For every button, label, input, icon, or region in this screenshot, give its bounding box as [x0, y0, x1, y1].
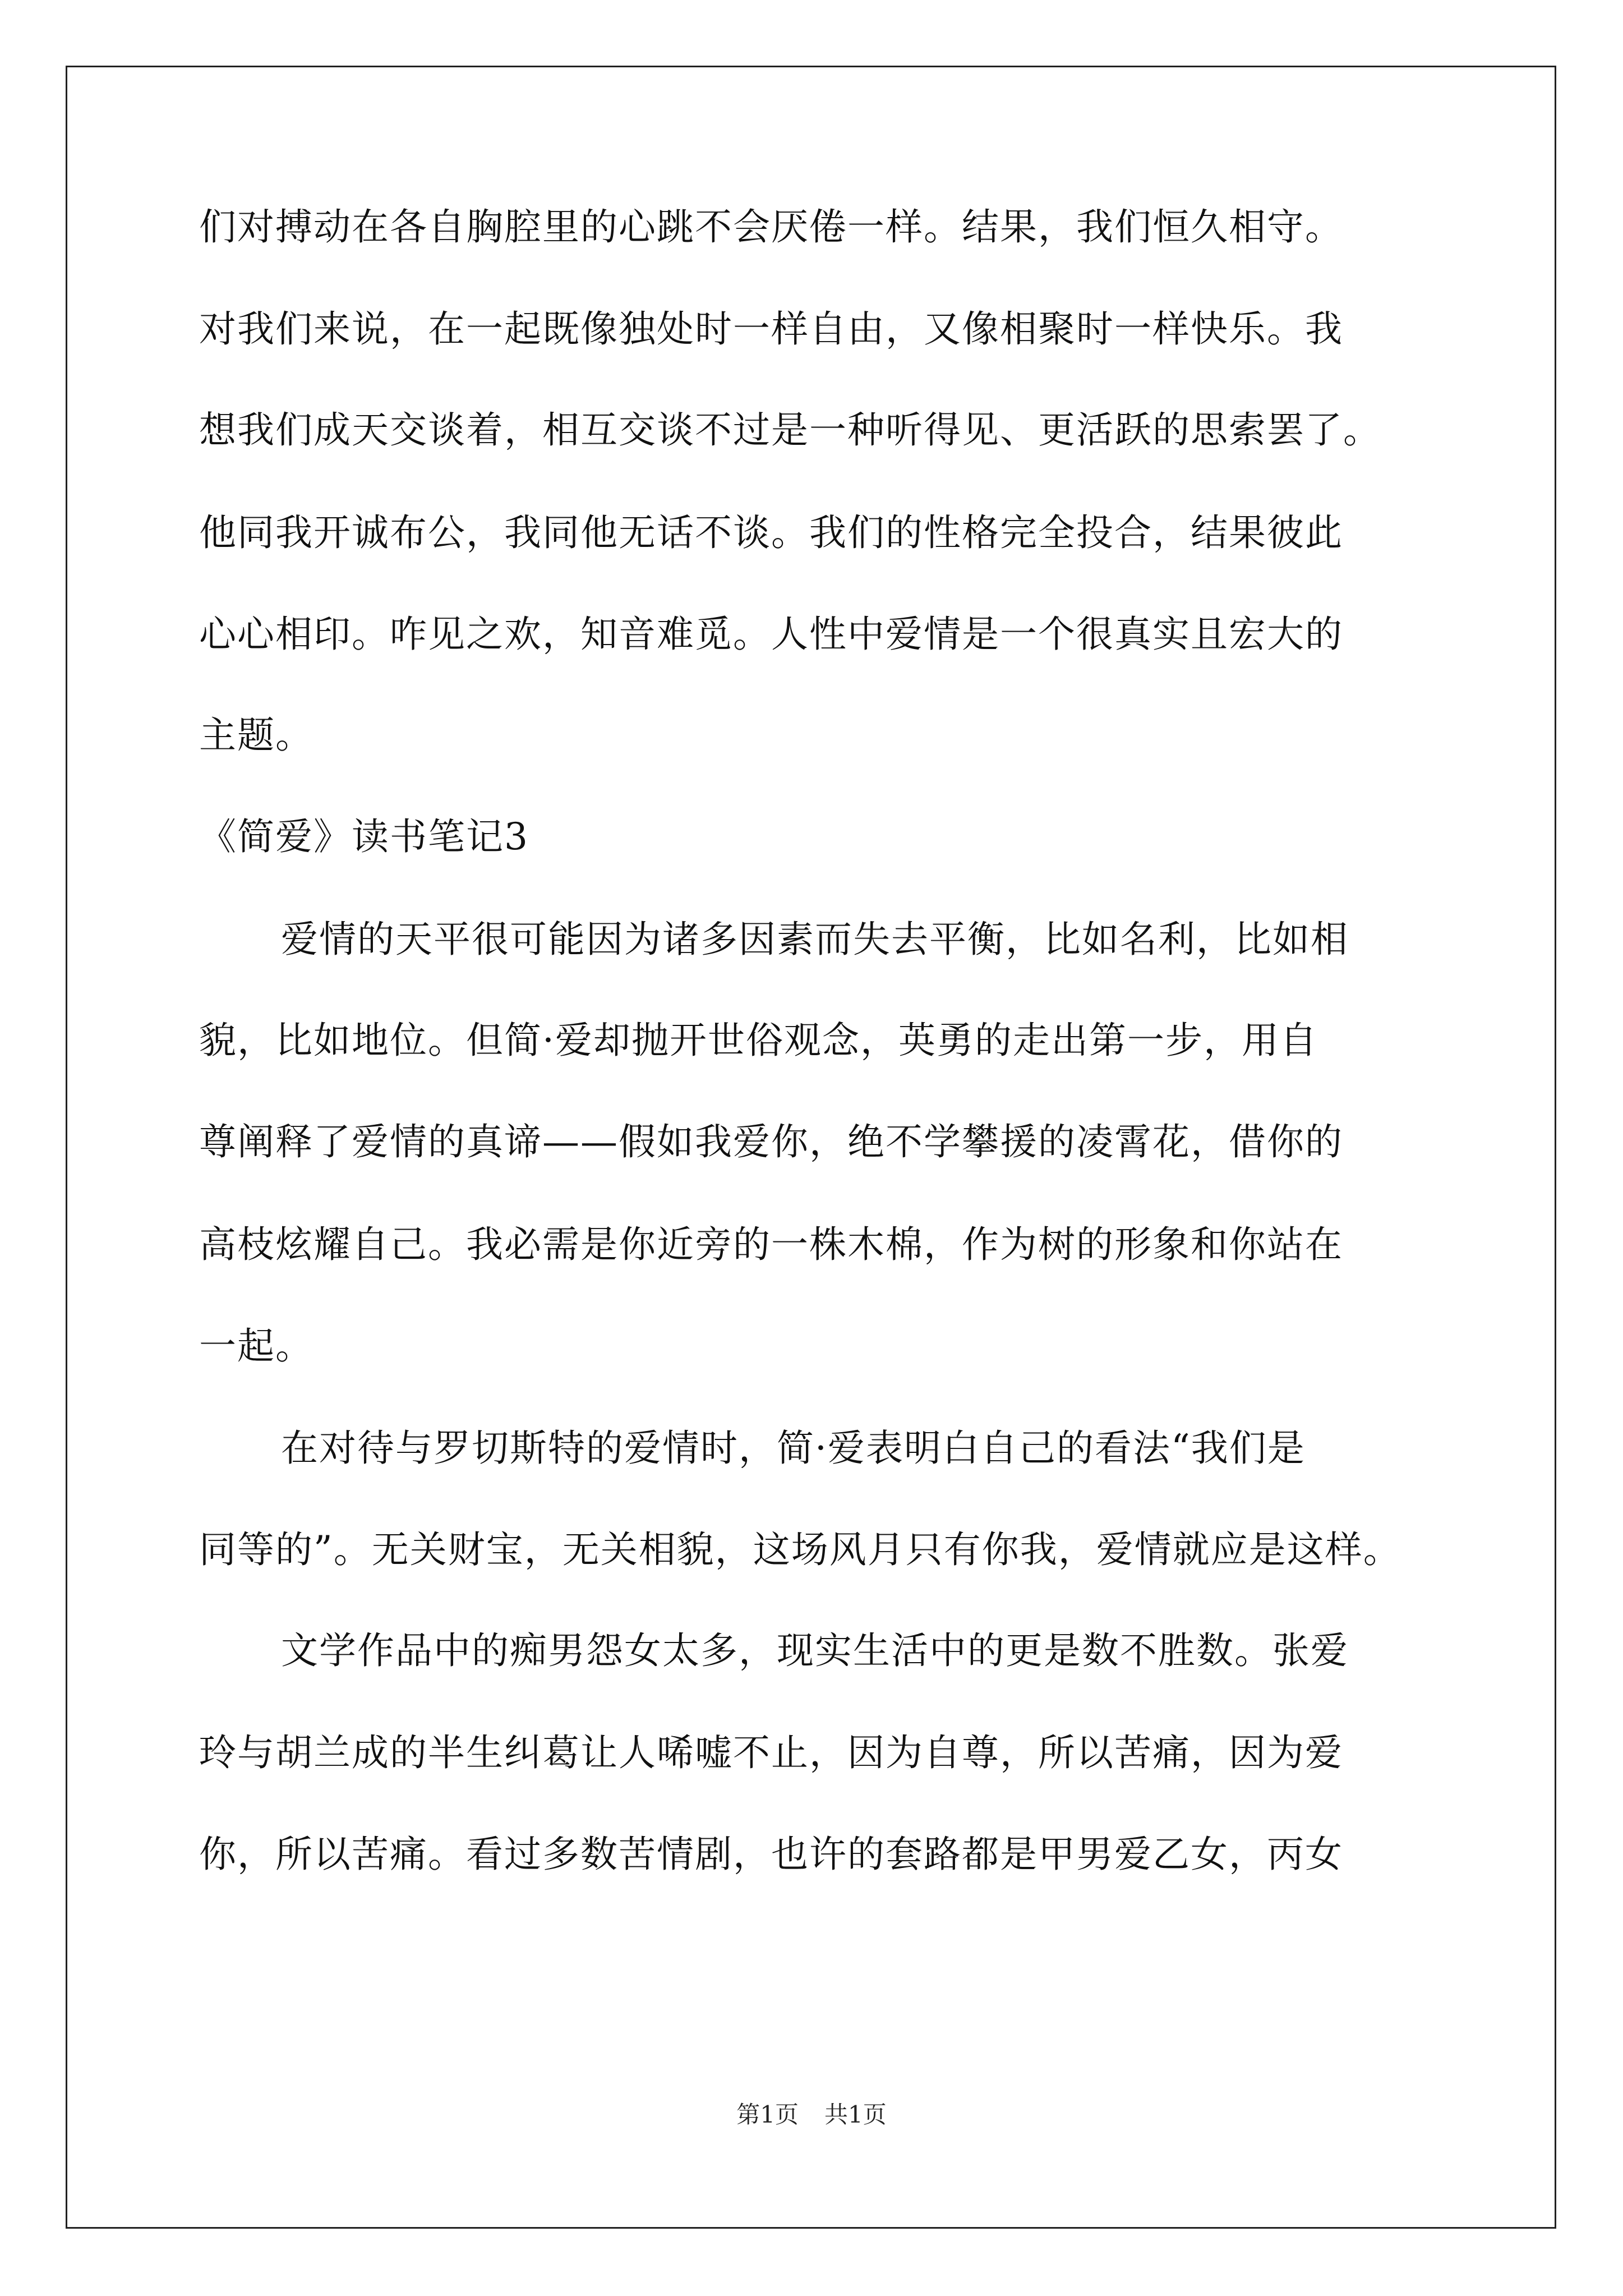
- text-line: 一起。: [199, 1324, 313, 1368]
- text-line: 主题。: [199, 714, 313, 757]
- page-total: 共1页: [824, 2101, 887, 2128]
- text-line: 想我们成天交谈着，相互交谈不过是一种听得见、更活跃的思索罢了。: [199, 408, 1381, 452]
- text-line: 你，所以苦痛。看过多数苦情剧，也许的套路都是甲男爱乙女，丙女: [199, 1833, 1343, 1876]
- text-line: 玲与胡兰成的半生纠葛让人唏嘘不止，因为自尊，所以苦痛，因为爱: [199, 1731, 1343, 1774]
- text-line: 对我们来说，在一起既像独处时一样自由，又像相聚时一样快乐。我: [199, 307, 1343, 351]
- page-number: 第1页: [736, 2101, 799, 2128]
- text-line: 他同我开诚布公，我同他无话不谈。我们的性格完全投合，结果彼此: [199, 511, 1343, 554]
- text-line: 在对待与罗切斯特的爱情时，简·爱表明白自己的看法“我们是: [281, 1427, 1306, 1470]
- text-line: 爱情的天平很可能因为诸多因素而失去平衡，比如名利，比如相: [281, 918, 1349, 961]
- text-line: 心心相印。咋见之欢，知音难觅。人性中爱情是一个很真实且宏大的: [199, 613, 1343, 656]
- text-line: 们对搏动在各自胸腔里的心跳不会厌倦一样。结果，我们恒久相守。: [199, 205, 1343, 249]
- section-heading: 《简爱》读书笔记3: [199, 815, 529, 858]
- text-line: 文学作品中的痴男怨女太多，现实生活中的更是数不胜数。张爱: [281, 1629, 1349, 1672]
- page-footer: [0, 2098, 1623, 2132]
- text-line: 尊阐释了爱情的真谛——假如我爱你，绝不学攀援的凌霄花，借你的: [199, 1120, 1343, 1163]
- text-line: 貌，比如地位。但简·爱却抛开世俗观念，英勇的走出第一步，用自: [199, 1019, 1318, 1062]
- text-line: 高枝炫耀自己。我必需是你近旁的一株木棉，作为树的形象和你站在: [199, 1223, 1343, 1266]
- text-line: 同等的”。无关财宝，无关相貌，这场风月只有你我，爱情就应是这样。: [199, 1528, 1401, 1571]
